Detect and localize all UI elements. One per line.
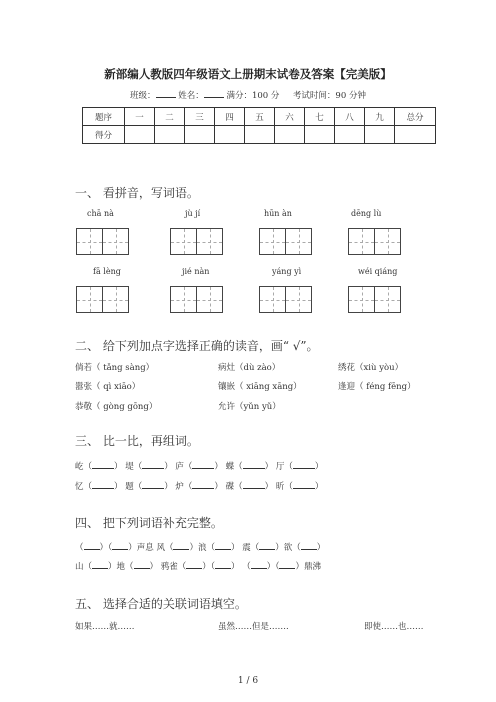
score-input-cell[interactable] xyxy=(155,126,185,144)
score-row-label: 得分 xyxy=(83,126,125,144)
idiom-row xyxy=(75,560,321,572)
writing-cell[interactable] xyxy=(285,286,312,313)
score-header-cell: 一 xyxy=(125,108,155,126)
writing-cell[interactable] xyxy=(170,228,197,255)
idiom-text: ）鼎沸 xyxy=(295,562,321,572)
writing-cell[interactable] xyxy=(196,286,223,313)
idiom-text: ）浪（ xyxy=(189,543,215,553)
page-title: 新部编人教版四年级语文上册期末试卷及答案【完美版】 xyxy=(104,67,392,81)
writing-grid xyxy=(170,228,222,255)
idiom-text: ）（ xyxy=(202,562,215,572)
compare-row xyxy=(75,460,323,472)
answer-blank[interactable] xyxy=(134,560,150,569)
name-label: 姓名： xyxy=(178,91,204,101)
answer-blank[interactable] xyxy=(84,541,100,550)
idiom-text: ）（ xyxy=(266,562,280,572)
exam-info xyxy=(0,89,496,101)
writing-cell[interactable] xyxy=(259,286,286,313)
section1-heading: 一、 看拼音，写词语。 xyxy=(75,186,199,200)
page-number: 1 / 6 xyxy=(237,676,259,686)
score-header-cell: 二 xyxy=(155,108,185,126)
compare-row xyxy=(75,480,323,492)
answer-blank[interactable] xyxy=(279,560,295,569)
score-input-cell[interactable] xyxy=(245,126,275,144)
score-table-header-row xyxy=(83,108,436,126)
answer-blank[interactable] xyxy=(293,460,315,469)
pinyin-label: fā lèng xyxy=(93,267,121,276)
writing-cell[interactable] xyxy=(76,286,103,313)
conjunction-option: 虽然……但是……. xyxy=(218,622,289,632)
writing-grid xyxy=(348,286,400,313)
idiom-text: ） xyxy=(316,543,326,553)
answer-blank[interactable] xyxy=(142,480,164,489)
answer-blank[interactable] xyxy=(215,560,231,569)
reading-item: 嚣张（ qì xiāo） xyxy=(75,382,141,392)
pinyin-label: hūn àn xyxy=(264,209,292,218)
compare-text: ） 炉（ xyxy=(164,482,193,492)
score-table-score-row xyxy=(83,126,436,144)
section5-heading: 五、 选择合适的关联词语填空。 xyxy=(75,597,247,611)
answer-blank[interactable] xyxy=(186,560,202,569)
writing-cell[interactable] xyxy=(374,286,401,313)
answer-blank[interactable] xyxy=(301,541,317,550)
conjunction-option: 如果……就…… xyxy=(75,622,135,632)
answer-blank[interactable] xyxy=(243,460,265,469)
idiom-text: ）（ xyxy=(99,543,113,553)
writing-grid xyxy=(259,286,311,313)
pinyin-label: dēng lù xyxy=(351,209,382,218)
section4-heading: 四、 把下列词语补充完整。 xyxy=(75,516,223,530)
idiom-text: ） （ xyxy=(231,562,251,572)
idiom-text: （ xyxy=(75,543,84,553)
answer-blank[interactable] xyxy=(92,480,114,489)
score-header-cell: 六 xyxy=(275,108,305,126)
answer-blank[interactable] xyxy=(112,541,128,550)
answer-blank[interactable] xyxy=(192,460,214,469)
score-input-cell[interactable] xyxy=(335,126,365,144)
score-input-cell[interactable] xyxy=(125,126,155,144)
writing-cell[interactable] xyxy=(348,228,375,255)
idiom-text: 山（ xyxy=(75,562,93,572)
score-header-cell: 四 xyxy=(215,108,245,126)
compare-text: ） xyxy=(314,462,324,472)
writing-cell[interactable] xyxy=(102,228,129,255)
writing-cell[interactable] xyxy=(102,286,129,313)
reading-item: 恭敬（ gòng gōng） xyxy=(75,402,158,412)
class-label: 班级： xyxy=(130,91,156,101)
answer-blank[interactable] xyxy=(215,541,231,550)
idiom-text: ）声息 风（ xyxy=(128,543,174,553)
compare-text: ） 题（ xyxy=(114,482,143,492)
section3-heading: 三、 比一比，再组词。 xyxy=(75,434,199,448)
pinyin-label: jù jí xyxy=(185,209,201,218)
compare-text: ） 蝶（ xyxy=(214,462,243,472)
writing-grid xyxy=(170,286,222,313)
score-header-cell: 九 xyxy=(365,108,395,126)
answer-blank[interactable] xyxy=(251,560,267,569)
reading-item: 倘若（ tǎng sàng） xyxy=(75,363,155,373)
score-input-cell[interactable] xyxy=(185,126,215,144)
score-input-cell[interactable] xyxy=(365,126,395,144)
reading-item: 逢迎（ féng fēng） xyxy=(338,382,416,392)
answer-blank[interactable] xyxy=(293,480,315,489)
pinyin-label: wéi qiáng xyxy=(358,267,398,276)
score-table xyxy=(82,107,436,144)
score-header-cell: 题序 xyxy=(83,108,125,126)
score-header-cell: 七 xyxy=(305,108,335,126)
score-input-cell[interactable] xyxy=(395,126,436,144)
answer-blank[interactable] xyxy=(259,541,275,550)
idiom-text: ） 震（ xyxy=(231,543,260,553)
conjunction-option: 即使……也…… xyxy=(364,622,424,632)
class-blank xyxy=(156,89,176,98)
pinyin-label: jié nàn xyxy=(182,267,210,276)
writing-grid xyxy=(259,228,311,255)
reading-item: 病灶（dù zào） xyxy=(218,363,281,373)
answer-blank[interactable] xyxy=(92,460,114,469)
writing-cell[interactable] xyxy=(285,228,312,255)
writing-cell[interactable] xyxy=(76,228,103,255)
compare-text: ） 昕（ xyxy=(264,482,293,492)
writing-cell[interactable] xyxy=(374,228,401,255)
writing-cell[interactable] xyxy=(196,228,223,255)
idiom-text: ）欲（ xyxy=(275,543,301,553)
compare-text: ） 厅（ xyxy=(264,462,293,472)
compare-text: ） 堤（ xyxy=(114,462,143,472)
answer-blank[interactable] xyxy=(192,480,214,489)
score-header-cell: 八 xyxy=(335,108,365,126)
compare-text: 屹（ xyxy=(75,462,93,472)
name-blank xyxy=(204,89,224,98)
writing-cell[interactable] xyxy=(170,286,197,313)
writing-grid xyxy=(348,228,400,255)
score-header-cell: 五 xyxy=(245,108,275,126)
section2-heading: 二、 给下列加点字选择正确的读音，画“ √”。 xyxy=(75,339,319,353)
reading-item: 绣花（xiù yòu） xyxy=(338,363,404,373)
time-label: 考试时间：90 分钟 xyxy=(292,91,366,101)
pinyin-label: chā nà xyxy=(87,209,114,218)
score-header-cell: 总分 xyxy=(395,108,436,126)
answer-blank[interactable] xyxy=(92,560,108,569)
score-input-cell[interactable] xyxy=(215,126,245,144)
writing-grid xyxy=(76,228,128,255)
score-input-cell[interactable] xyxy=(275,126,305,144)
idiom-text: ） 鸦雀（ xyxy=(149,562,187,572)
answer-blank[interactable] xyxy=(243,480,265,489)
idiom-text: ）地（ xyxy=(108,562,134,572)
reading-item: 镶嵌（ xiāng xāng） xyxy=(218,382,302,392)
answer-blank[interactable] xyxy=(142,460,164,469)
compare-text: 忆（ xyxy=(75,482,93,492)
compare-text: ） xyxy=(314,482,324,492)
score-label: 满分：100 分 xyxy=(226,91,280,101)
reading-item: 允许（yǔn yǔ） xyxy=(218,402,281,412)
score-header-cell: 三 xyxy=(185,108,215,126)
writing-grid xyxy=(76,286,128,313)
compare-text: ） 碟（ xyxy=(214,482,243,492)
pinyin-label: yáng yì xyxy=(272,267,302,276)
writing-cell[interactable] xyxy=(259,228,286,255)
answer-blank[interactable] xyxy=(173,541,189,550)
writing-cell[interactable] xyxy=(348,286,375,313)
score-input-cell[interactable] xyxy=(305,126,335,144)
compare-text: ） 庐（ xyxy=(164,462,193,472)
idiom-row xyxy=(75,541,325,553)
